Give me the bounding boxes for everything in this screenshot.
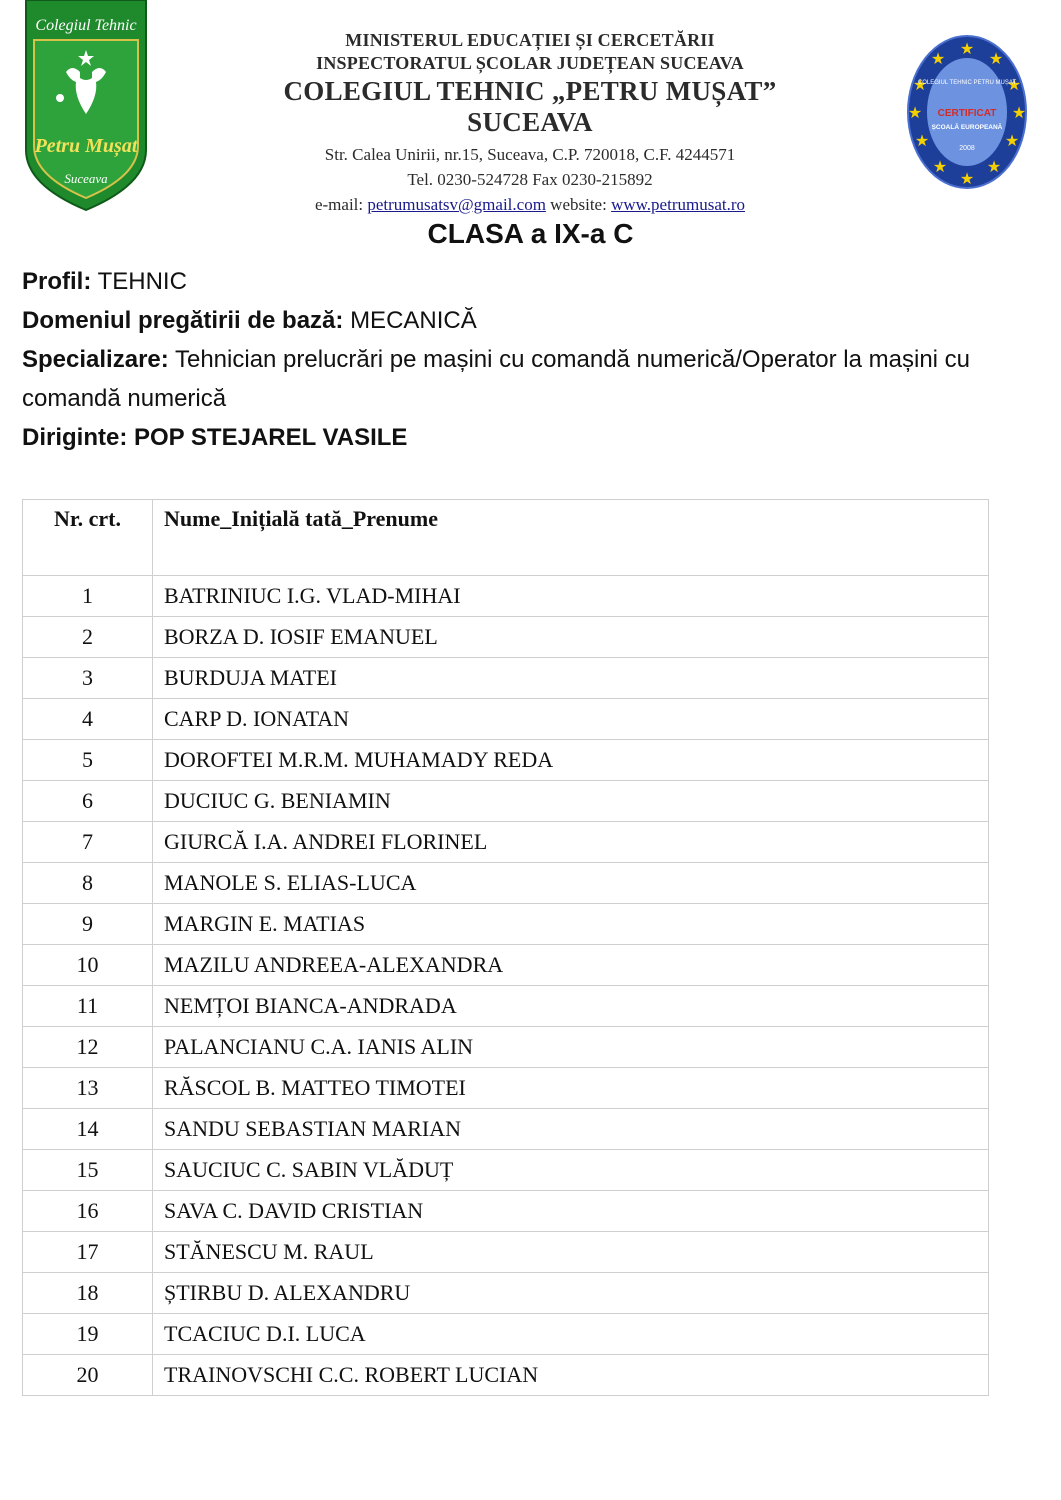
specializare-label: Specializare: [22,346,169,373]
row-number: 10 [23,945,153,986]
table-row [23,1027,989,1068]
student-name: MAZILU ANDREEA-ALEXANDRA [153,945,989,986]
svg-text:★: ★ [907,105,923,122]
school-name: COLEGIUL TEHNIC „PETRU MUȘAT” SUCEAVA [283,76,777,137]
svg-text:★: ★ [930,51,946,68]
cert-school-text: ȘCOALĂ EUROPEANĂ [931,124,1003,131]
student-name: ȘTIRBU D. ALEXANDRU [153,1273,989,1314]
class-info [22,262,1022,457]
row-number: 19 [23,1314,153,1355]
diriginte-label: Diriginte: [22,424,128,451]
svg-text:★: ★ [914,133,930,150]
letterhead [240,30,820,217]
svg-text:★: ★ [959,171,975,188]
student-name: MANOLE S. ELIAS-LUCA [153,863,989,904]
table-header-row [23,500,989,576]
profil-label: Profil: [22,268,92,295]
student-name: GIURCĂ I.A. ANDREI FLORINEL [153,822,989,863]
row-number: 8 [23,863,153,904]
specializare-row [22,340,1022,418]
svg-text:★: ★ [1011,105,1027,122]
svg-text:★: ★ [1004,133,1020,150]
table-row [23,904,989,945]
column-header-name: Nume_Inițială tată_Prenume [153,500,989,576]
student-name: RĂSCOL B. MATTEO TIMOTEI [153,1068,989,1109]
row-number: 15 [23,1150,153,1191]
row-number: 4 [23,699,153,740]
student-name: DOROFTEI M.R.M. MUHAMADY REDA [153,740,989,781]
website-link[interactable]: www.petrumusat.ro [611,195,746,214]
svg-text:★: ★ [959,41,975,58]
class-title: CLASA a IX-a C [427,218,634,249]
svg-text:★: ★ [932,159,948,176]
table-row [23,1068,989,1109]
profil-value: TEHNIC [97,268,187,295]
svg-text:★: ★ [986,159,1002,176]
row-number: 1 [23,576,153,617]
inspectorate-line: INSPECTORATUL ȘCOLAR JUDEȚEAN SUCEAVA [316,53,744,73]
student-name: MARGIN E. MATIAS [153,904,989,945]
website-label: website: [550,195,607,214]
school-crest-logo [24,0,148,212]
address-line: Str. Calea Unirii, nr.15, Suceava, C.P. 720018, C.F. 4244571 [324,145,736,164]
student-name: TCACIUC D.I. LUCA [153,1314,989,1355]
student-name: BURDUJA MATEI [153,658,989,699]
contact-line [240,192,820,217]
row-number: 13 [23,1068,153,1109]
table-row [23,1150,989,1191]
student-name: BATRINIUC I.G. VLAD-MIHAI [153,576,989,617]
row-number: 17 [23,1232,153,1273]
european-school-certificate-logo [906,34,1028,190]
email-link[interactable]: petrumusatsv@gmail.com [367,195,546,214]
svg-text:★: ★ [1006,77,1022,94]
table-row [23,781,989,822]
diriginte-row [22,418,1022,457]
specializare-value: Tehnician prelucrări pe mașini cu comandă numerică/Operator la mașini cu comandă numerică [22,346,971,412]
table-row [23,699,989,740]
row-number: 6 [23,781,153,822]
student-name: NEMȚOI BIANCA-ANDRADA [153,986,989,1027]
domeniu-row [22,301,1022,340]
student-name: TRAINOVSCHI C.C. ROBERT LUCIAN [153,1355,989,1396]
student-name: BORZA D. IOSIF EMANUEL [153,617,989,658]
row-number: 5 [23,740,153,781]
svg-text:★: ★ [912,77,928,94]
student-name: SAVA C. DAVID CRISTIAN [153,1191,989,1232]
diriginte-value: POP STEJAREL VASILE [134,424,408,451]
table-row [23,986,989,1027]
phone-fax-line: Tel. 0230-524728 Fax 0230-215892 [407,170,653,189]
row-number: 2 [23,617,153,658]
row-number: 20 [23,1355,153,1396]
table-row [23,1355,989,1396]
student-name: STĂNESCU M. RAUL [153,1232,989,1273]
table-row [23,1314,989,1355]
table-body [23,576,989,1396]
cert-arc-text: COLEGIUL TEHNIC PETRU MUȘAT [917,80,1017,86]
row-number: 9 [23,904,153,945]
table-row [23,617,989,658]
table-row [23,1109,989,1150]
table-row [23,1191,989,1232]
student-list-table [22,499,989,1396]
student-name: DUCIUC G. BENIAMIN [153,781,989,822]
table-row [23,863,989,904]
row-number: 7 [23,822,153,863]
crest-middle-text: Petru Mușat [34,135,138,157]
table-row [23,1273,989,1314]
ministry-line: MINISTERUL EDUCAȚIEI ȘI CERCETĂRII [345,30,715,50]
crest-top-text: Colegiul Tehnic [35,17,137,34]
student-name: SANDU SEBASTIAN MARIAN [153,1109,989,1150]
row-number: 14 [23,1109,153,1150]
student-name: SAUCIUC C. SABIN VLĂDUȚ [153,1150,989,1191]
cert-label: CERTIFICAT [937,108,997,119]
row-number: 11 [23,986,153,1027]
svg-text:★: ★ [988,51,1004,68]
table-row [23,822,989,863]
table-row [23,576,989,617]
row-number: 18 [23,1273,153,1314]
domeniu-label: Domeniul pregătirii de bază: [22,307,344,334]
row-number: 12 [23,1027,153,1068]
student-name: CARP D. IONATAN [153,699,989,740]
row-number: 16 [23,1191,153,1232]
domeniu-value: MECANICĂ [350,307,477,334]
profil-row [22,262,1022,301]
crest-bottom-text: Suceava [64,171,108,186]
row-number: 3 [23,658,153,699]
email-label: e-mail: [314,195,364,214]
cert-year: 2008 [959,145,975,152]
table-row [23,740,989,781]
student-name: PALANCIANU C.A. IANIS ALIN [153,1027,989,1068]
table-row [23,658,989,699]
column-header-nr: Nr. crt. [23,500,153,576]
table-row [23,1232,989,1273]
table-row [23,945,989,986]
